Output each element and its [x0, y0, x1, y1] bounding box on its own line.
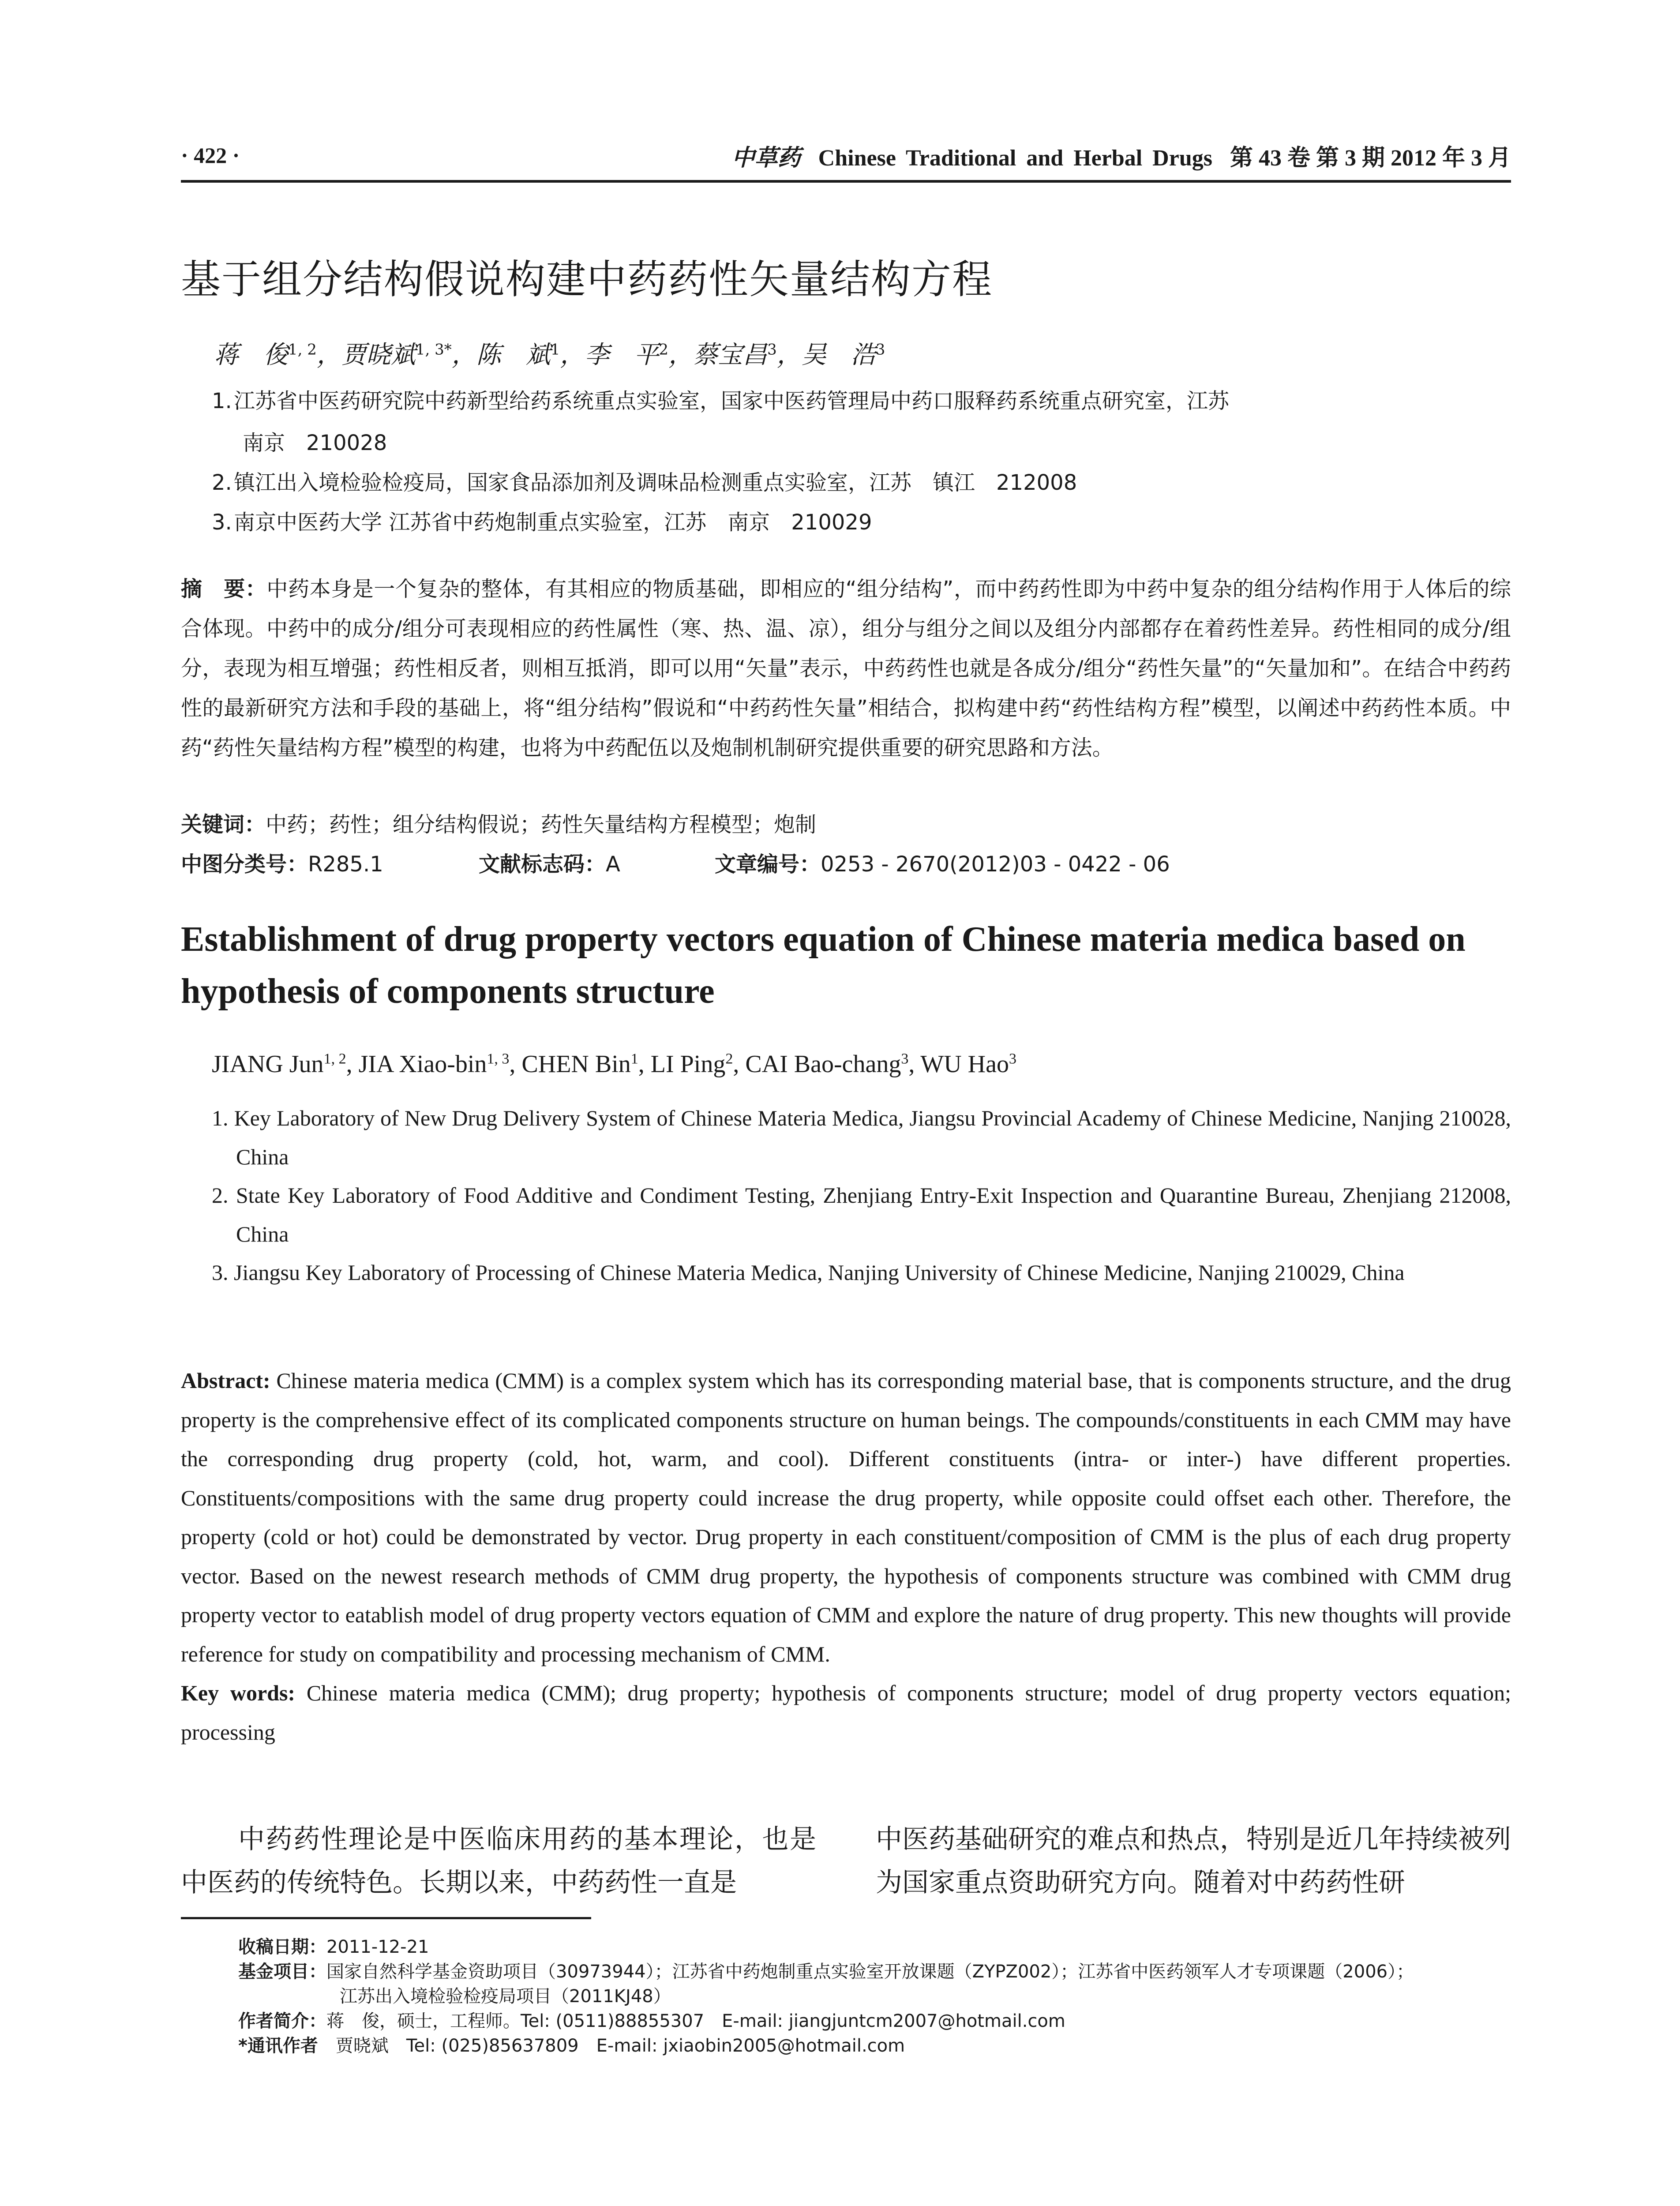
- journal-title: [732, 139, 1511, 172]
- author-cn-affil-marker: 1: [550, 341, 560, 359]
- author-cn-name: 蔡宝昌: [693, 341, 768, 369]
- footnotes: [238, 1935, 1513, 2058]
- author-en-separator: ,: [509, 1050, 522, 1078]
- author-en-name: JIANG Jun: [212, 1050, 324, 1078]
- abstract-cn-label: 摘 要：: [181, 577, 267, 601]
- author-cn-separator: ，: [560, 341, 585, 369]
- author-cn-affil-marker: 2: [659, 341, 669, 359]
- received-date: 收稿日期：2011-12-21: [238, 1937, 429, 1957]
- abstract-en-label: Abstract:: [181, 1368, 270, 1393]
- abstract-en-text: Chinese materia medica (CMM) is a complex system which has its corresponding material base, that is components structure, and the drug property is the comprehensive effect of its complicated components structure on human beings. The compounds/constituents in each CMM may have the corresponding drug property (cold, hot, warm, and cool). Different constituents (intra- or inter-) have different properties. Constituents/compositions with the same drug property could increase the drug property, while opposite could offset each other. Therefore, the property (cold or hot) could be demonstrated by vector. Drug property in each constituent/composition of CMM is the plus of each drug property vector. Based on the newest research methods of CMM drug property, the hypothesis of components structure was combined with CMM drug property vector to eatablish model of drug property vectors equation of CMM and explore the nature of drug property. This new thoughts will provide reference for study on compatibility and processing mechanism of CMM.: [181, 1368, 1511, 1666]
- abstract-cn: [181, 569, 1511, 768]
- author-cn-name: 贾晓斌: [341, 341, 416, 369]
- clc-number: 中图分类号：R285.1: [181, 852, 383, 877]
- author-en-name: CHEN Bin: [521, 1050, 631, 1078]
- author-en-name: LI Ping: [650, 1050, 726, 1078]
- footnote-rule: [181, 1917, 591, 1919]
- corresponding-author: *通讯作者 贾晓斌 Tel: (025)85637809 E-mail: jxiaobin2005@hotmail.com: [238, 2036, 905, 2056]
- author-en-name: WU Hao: [920, 1050, 1009, 1078]
- issue-info: 第 43 卷 第 3 期 2012 年 3 月: [1230, 146, 1511, 171]
- author-en-separator: ,: [733, 1050, 746, 1078]
- author-bio: 作者简介：蒋 俊，硕士，工程师。Tel: (0511)88855307 E-mail: jiangjuntcm2007@hotmail.com: [238, 2011, 1065, 2031]
- author-en-affil-marker: 1, 3: [487, 1050, 510, 1067]
- author-cn-name: 李 平: [585, 341, 659, 369]
- author-cn-affil-marker: 1, 3*: [415, 341, 452, 359]
- abstract-cn-text: 中药本身是一个复杂的整体，有其相应的物质基础，即相应的“组分结构”，而中药药性即为中药中复杂的组分结构作用于人体后的综合体现。中药中的成分/组分可表现相应的药性属性（寒、热、温、凉），组分与组分之间以及组分内部都存在着药性差异。药性相同的成分/组分，表现为相互增强；药性相反者，则相互抵消，即可以用“矢量”表示，中药药性也就是各成分/组分“药性矢量”的“矢量加和”。在结合中药药性的最新研究方法和手段的基础上，将“组分结构”假说和“中药药性矢量”相结合，拟构建中药“药性结构方程”模型，以阐述中药药性本质。中药“药性矢量结构方程”模型的构建，也将为中药配伍以及炮制机制研究提供重要的研究思路和方法。: [181, 577, 1511, 760]
- author-en-affil-marker: 3: [1009, 1050, 1016, 1067]
- fund-info: 基金项目：国家自然科学基金资助项目（30973944）；江苏省中药炮制重点实验室开放课题（ZYPZ002）；江苏省中医药领军人才专项课题（2006）；: [238, 1962, 1414, 1982]
- authors-cn: [214, 335, 885, 371]
- author-en-affil-marker: 2: [725, 1050, 733, 1067]
- author-en-separator: ,: [638, 1050, 651, 1078]
- author-cn-affil-marker: 3: [875, 341, 885, 359]
- header-rule: [181, 180, 1511, 183]
- article-number: 文章编号：0253 - 2670(2012)03 - 0422 - 06: [715, 852, 1170, 877]
- affiliation-cn-3: 3.南京中医药大学 江苏省中药炮制重点实验室，江苏 南京 210029: [212, 510, 872, 535]
- author-cn-separator: ，: [776, 341, 802, 369]
- keywords-en-label: Key words:: [181, 1681, 296, 1705]
- affiliation-en-1: 1. Key Laboratory of New Drug Delivery System of Chinese Materia Medica, Jiangsu Provincial Academy of Chinese Medicine, Nanjing 210028, China: [212, 1106, 1511, 1169]
- author-cn-name: 陈 斌: [476, 341, 551, 369]
- author-cn-affil-marker: 1, 2: [288, 341, 317, 359]
- author-en-name: CAI Bao-chang: [745, 1050, 901, 1078]
- title-cn: 基于组分结构假说构建中药药性矢量结构方程: [181, 256, 993, 303]
- author-cn-name: 蒋 俊: [214, 341, 288, 369]
- author-en-affil-marker: 3: [901, 1050, 909, 1067]
- body-column-right: 中医药基础研究的难点和热点，特别是近几年持续被列为国家重点资助研究方向。随着对中药药性研: [876, 1824, 1511, 1898]
- fund-info-cont: 江苏出入境检验检疫局项目（2011KJ48）: [340, 1986, 671, 2007]
- author-en-affil-marker: 1: [630, 1050, 638, 1067]
- author-cn-name: 吴 浩: [801, 341, 876, 369]
- title-en: Establishment of drug property vectors equation of Chinese materia medica based on hypothesis of components structure: [181, 920, 1466, 1011]
- journal-title-en: Chinese Traditional and Herbal Drugs: [818, 146, 1212, 171]
- author-en-separator: ,: [908, 1050, 921, 1078]
- keywords-cn: 关键词：中药；药性；组分结构假说；药性矢量结构方程模型；炮制: [181, 812, 817, 837]
- author-en-separator: ,: [346, 1050, 359, 1078]
- journal-title-cn: 中草药: [731, 144, 801, 171]
- running-header: [181, 139, 1511, 179]
- abstract-en: [181, 1361, 1511, 1752]
- page-number: · 422 ·: [181, 143, 240, 168]
- author-cn-separator: ，: [451, 341, 476, 369]
- body-column-left: 中药药性理论是中医临床用药的基本理论，也是中医药的传统特色。长期以来，中药药性一直是: [181, 1824, 816, 1898]
- keywords-en-text: Chinese materia medica (CMM); drug property; hypothesis of components structure; model of drug property vectors equation; processing: [181, 1681, 1511, 1745]
- authors-en: [212, 1050, 1016, 1078]
- author-en-name: JIA Xiao-bin: [358, 1050, 487, 1078]
- author-en-affil-marker: 1, 2: [323, 1050, 346, 1067]
- document-code: 文献标志码：A: [479, 852, 620, 877]
- affiliation-en-2: 2. State Key Laboratory of Food Additive and Condiment Testing, Zhenjiang Entry-Exit Inspection and Quarantine Bureau, Zhenjiang 212008, China: [212, 1183, 1511, 1246]
- affiliation-en-3: 3. Jiangsu Key Laboratory of Processing of Chinese Materia Medica, Nanjing University of Chinese Medicine, Nanjing 210029, China: [212, 1260, 1405, 1285]
- author-cn-separator: ，: [668, 341, 694, 369]
- author-cn-affil-marker: 3: [767, 341, 777, 359]
- author-cn-separator: ，: [316, 341, 341, 369]
- affiliation-cn-2: 2.镇江出入境检验检疫局，国家食品添加剂及调味品检测重点实验室，江苏 镇江 212008: [212, 470, 1077, 495]
- affiliation-cn-1: 1.江苏省中医药研究院中药新型给药系统重点实验室，国家中医药管理局中药口服释药系统重点研究室，江苏 南京 210028: [212, 389, 1230, 455]
